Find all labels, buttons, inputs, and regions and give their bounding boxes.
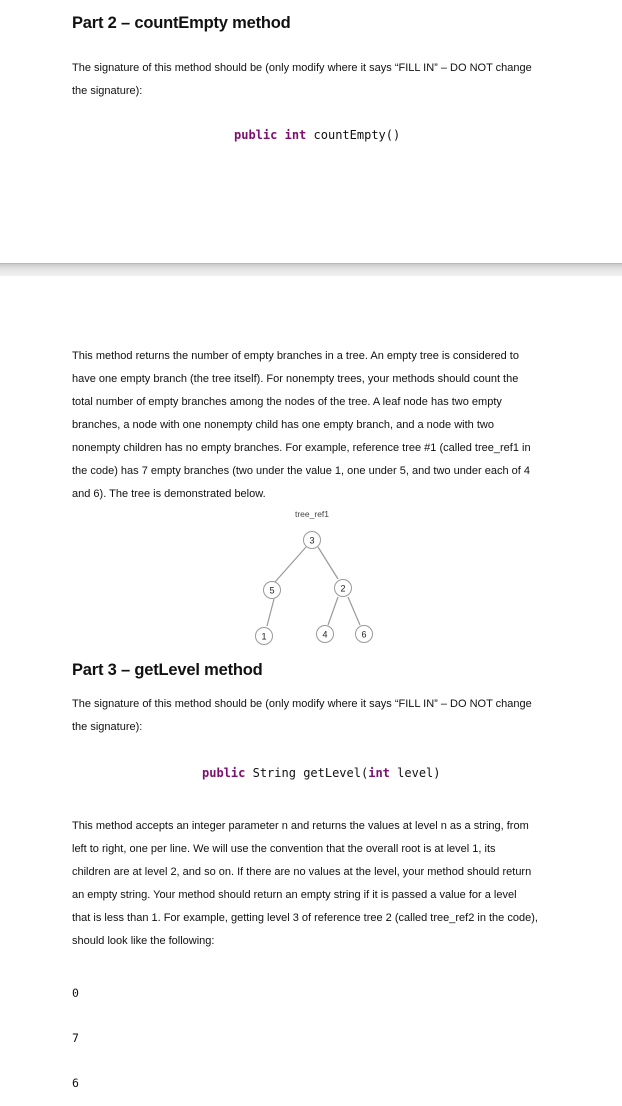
- description-line: an empty string. Your method should return an empty string if it is passed a value for a level: [72, 889, 517, 901]
- part2-heading: Part 2 – countEmpty method: [72, 14, 291, 32]
- description-line: left to right, one per line. We will use the convention that the overall root is at level 1, its: [72, 843, 496, 855]
- tree-node: [304, 532, 321, 549]
- part2-signature-intro-line: The signature of this method should be (only modify where it says “FILL IN” – DO NOT change: [72, 62, 532, 74]
- part3-description: [72, 815, 538, 953]
- tree-node: [264, 582, 281, 599]
- description-line: and 6). The tree is demonstrated below.: [72, 488, 266, 500]
- tree-node-value: 4: [322, 629, 328, 640]
- tree-node: [317, 626, 334, 643]
- page-divider: [0, 263, 622, 276]
- part2-signature-intro: [72, 57, 532, 103]
- tree-diagram: [240, 500, 390, 652]
- tree-label: tree_ref1: [294, 509, 330, 519]
- description-line: should look like the following:: [72, 935, 215, 947]
- part2-signature-code: [234, 128, 400, 142]
- code-method: getLevel(: [303, 766, 369, 780]
- description-line: total number of empty branches among the nodes of the tree. A leaf node has two empty: [72, 396, 502, 408]
- part2-signature-intro-line: the signature):: [72, 85, 143, 97]
- code-keyword: int: [284, 128, 307, 142]
- tree-edge: [318, 547, 338, 579]
- output-line: 7: [72, 1031, 79, 1045]
- part3-signature-intro-line: The signature of this method should be (only modify where it says “FILL IN” – DO NOT change: [72, 698, 532, 710]
- code-method: countEmpty(): [313, 128, 401, 142]
- part2-description: [72, 345, 531, 506]
- description-line: children are at level 2, and so on. If there are no values at the level, your method should return: [72, 866, 532, 878]
- tree-node: [356, 626, 373, 643]
- code-type: String: [252, 766, 296, 780]
- description-line: This method accepts an integer parameter n and returns the values at level n as a string, from: [72, 820, 529, 832]
- tree-edge: [267, 599, 274, 626]
- code-keyword: int: [368, 766, 390, 780]
- code-keyword: public: [234, 128, 278, 142]
- description-line: that is less than 1. For example, getting level 3 of reference tree 2 (called tree_ref2 in the code),: [72, 912, 538, 924]
- tree-edge: [275, 547, 306, 582]
- tree-node: [335, 580, 352, 597]
- output-line: 6: [72, 1076, 79, 1090]
- tree-node-value: 2: [340, 583, 346, 594]
- code-keyword: public: [202, 766, 246, 780]
- part3-heading: Part 3 – getLevel method: [72, 661, 263, 679]
- tree-node-value: 1: [261, 631, 267, 642]
- description-line: the code) has 7 empty branches (two under the value 1, one under 5, and two under each of 4: [72, 465, 531, 477]
- tree-edge: [328, 597, 338, 625]
- description-line: branches, a node with one nonempty child has one empty branch, and a node with two: [72, 419, 494, 431]
- part3-signature-code: [202, 766, 441, 780]
- tree-node-value: 3: [309, 535, 315, 546]
- example-output: [72, 956, 86, 1106]
- code-param: level): [397, 766, 441, 780]
- part3-signature-intro-line: the signature):: [72, 721, 143, 733]
- tree-node: [256, 628, 273, 645]
- part3-signature-intro: [72, 693, 532, 739]
- description-line: have one empty branch (the tree itself). For nonempty trees, your methods should count the: [72, 373, 519, 385]
- description-line: nonempty children has no empty branches. For example, reference tree #1 (called tree_ref1 in: [72, 442, 531, 454]
- description-line: This method returns the number of empty branches in a tree. An empty tree is considered to: [72, 350, 519, 362]
- tree-edge: [348, 597, 360, 625]
- output-line: 0: [72, 986, 79, 1000]
- tree-node-value: 5: [269, 585, 275, 596]
- tree-node-value: 6: [361, 629, 367, 640]
